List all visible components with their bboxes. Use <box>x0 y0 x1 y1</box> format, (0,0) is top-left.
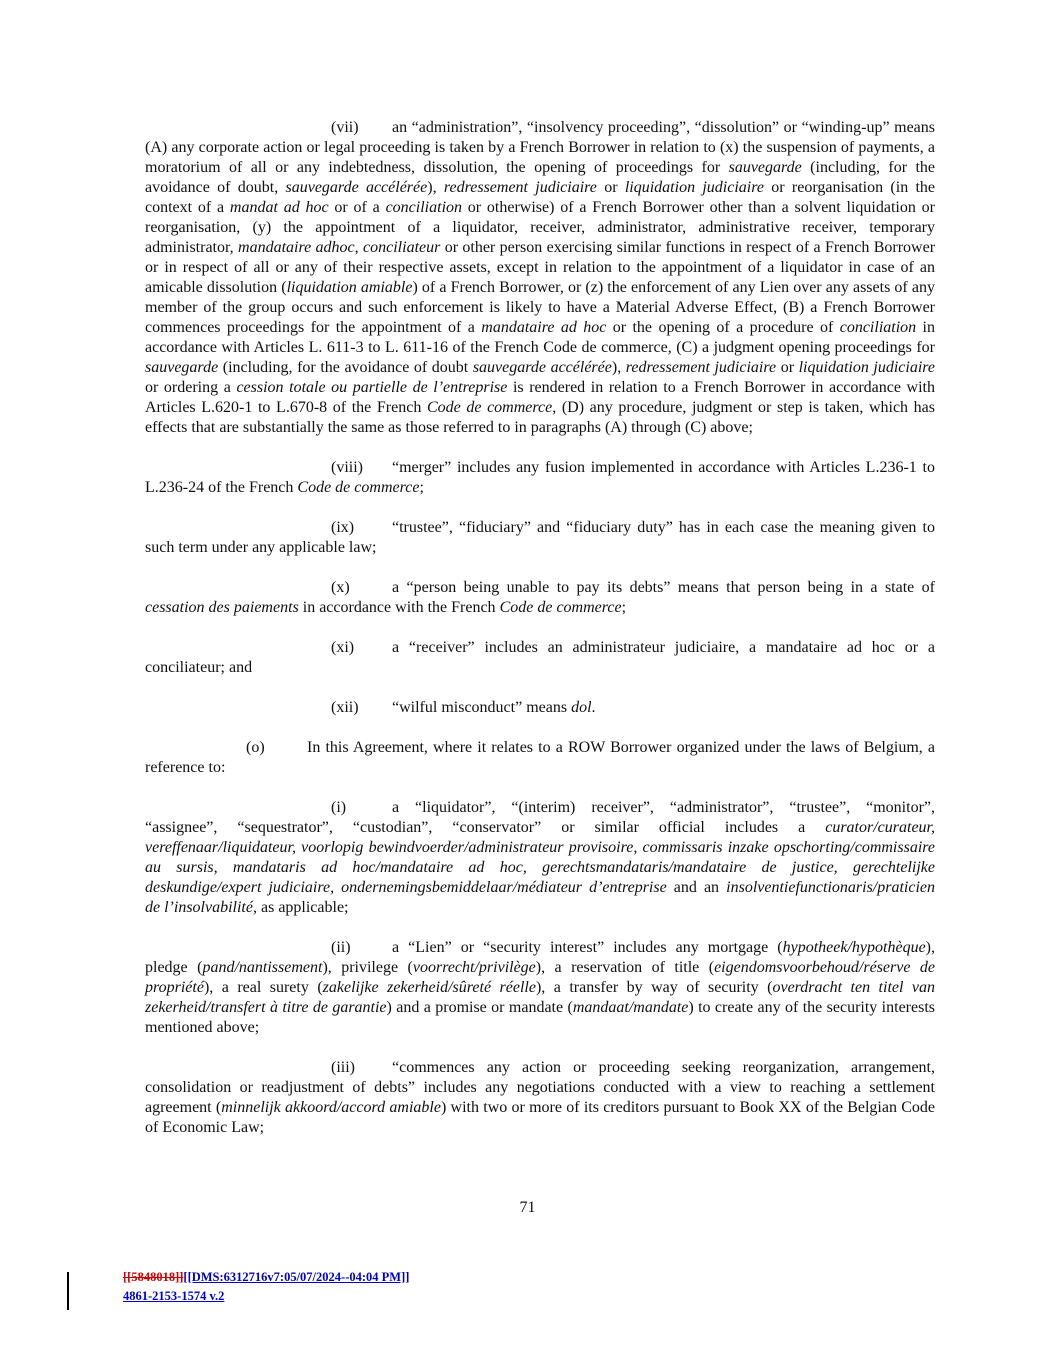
italic-text-segment: Code de commerce <box>426 399 553 416</box>
text-segment: , (D) any procedure, judgment or step is taken, which has effects that are substantially the same as those referred to in paragraphs (A) through (C) above; <box>145 399 935 436</box>
italic-text-segment: sauvegarde <box>728 159 802 176</box>
italic-text-segment: sauvegarde accélérée <box>285 179 428 196</box>
text-segment: ), a real surety ( <box>203 979 323 996</box>
text-segment: or ordering a <box>145 379 237 396</box>
italic-text-segment: liquidation judiciaire <box>798 359 936 376</box>
italic-text-segment: sauvegarde <box>145 359 219 376</box>
text-segment: ; <box>419 479 424 496</box>
text-segment: In this Agreement, where it relates to a ROW Borrower organized under the laws of Belgium, a reference to: <box>145 739 935 776</box>
text-segment: ) and a promise or mandate ( <box>386 999 573 1016</box>
italic-text-segment: overdracht ten titel van zekerheid/transfert à titre de garantie <box>145 979 936 1016</box>
list-number: (xi) <box>331 639 355 656</box>
text-segment: ), <box>611 359 626 376</box>
italic-text-segment: voorrecht/privilège <box>412 959 536 976</box>
text-segment: ), a transfer by way of security ( <box>535 979 773 996</box>
text-segment: or other person exercising similar functions in respect of a French Borrower or in respect of all or any of their respective assets, except in relation to the appointment of a liquidator in case of an amicable dissolution ( <box>145 239 936 296</box>
page-number: 71 <box>519 1199 536 1216</box>
list-number: (xii) <box>331 699 359 716</box>
italic-text-segment: conciliateur <box>363 239 441 256</box>
list-number: (vii) <box>331 119 359 136</box>
text-segment: ) with two or more of its creditors pursuant to Book XX of the Belgian Code of Economic Law; <box>145 1099 936 1136</box>
footer-doc-id-line <box>123 1287 409 1306</box>
italic-text-segment: pand/nantissement <box>202 959 323 976</box>
text-segment: ), <box>427 179 444 196</box>
text-segment: a “person being unable to pay its debts” means that person being in a state of <box>392 579 935 596</box>
text-segment: in accordance with the French <box>298 599 500 616</box>
text-segment: in accordance with Articles L. 611-3 to L. 611-16 of the French Code de commerce, (C) a judgment opening proceedings for <box>145 319 936 356</box>
list-number: (ii) <box>331 939 351 956</box>
italic-text-segment: mandataire ad hoc <box>481 319 607 336</box>
italic-text-segment: mandat ad hoc <box>229 199 329 216</box>
text-segment: “trustee”, “fiduciary” and “fiduciary duty” has in each case the meaning given to such term under any applicable law; <box>145 519 935 556</box>
footer-stamp-line <box>123 1268 409 1287</box>
text-segment: an “administration”, “insolvency proceeding”, “dissolution” or “winding-up” means (A) any corporate action or legal proceeding is taken by a French Borrower in relation to (x) the suspension of payments, a moratorium of all or any indebtedness, dissolution, the opening of proceedings for <box>145 119 935 176</box>
document-text-body <box>145 118 935 1138</box>
paragraph-o <box>145 738 935 778</box>
text-segment: or otherwise) of a French Borrower other than a solvent liquidation or reorganisation, (y) the appointment of a liquidator, receiver, administrator, administrative receiver, temporary administrator, <box>145 199 935 256</box>
list-number: (iii) <box>331 1059 355 1076</box>
document-id-stamp: 4861-2153-1574 v.2 <box>123 1289 225 1303</box>
italic-text-segment: redressement judiciaire <box>443 179 597 196</box>
text-segment: and an <box>666 879 727 896</box>
text-segment: (including, for the avoidance of doubt <box>218 359 473 376</box>
deleted-doc-stamp: [[5848018]] <box>123 1270 184 1284</box>
paragraph-i <box>145 798 935 918</box>
text-segment: ), a reservation of title ( <box>535 959 715 976</box>
text-segment: or of a <box>328 199 386 216</box>
italic-text-segment: dol <box>571 699 592 716</box>
text-segment: ), pledge ( <box>145 939 935 976</box>
paragraph-vii <box>145 118 935 438</box>
list-number: (o) <box>246 739 265 756</box>
italic-text-segment: mandataire adhoc <box>238 239 355 256</box>
text-segment: , as applicable; <box>252 899 349 916</box>
text-segment: or reorganisation (in the context of a <box>145 179 936 216</box>
text-segment: ), privilege ( <box>322 959 413 976</box>
paragraph-xi <box>145 638 935 678</box>
italic-text-segment: liquidation amiable <box>286 279 413 296</box>
text-segment: is rendered in relation to a French Borrower in accordance with Articles L.620-1 to L.670-8 of the French <box>145 379 936 416</box>
text-segment: . <box>591 699 596 716</box>
dms-stamp: [[DMS:6312716v7:05/07/2024--04:04 PM]] <box>183 1270 410 1284</box>
text-segment: “commences any action or proceeding seeking reorganization, arrangement, consolidation or readjustment of debts” includes any negotiations conducted with a view to reaching a settlement agreement ( <box>145 1059 935 1116</box>
list-number: (ix) <box>331 519 355 536</box>
text-segment: or the opening of a procedure of <box>606 319 840 336</box>
italic-text-segment: redressement judiciaire <box>625 359 777 376</box>
italic-text-segment: mandaat/mandate <box>572 999 689 1016</box>
list-number: (x) <box>331 579 350 596</box>
text-segment: “wilful misconduct” means <box>392 699 572 716</box>
list-number: (i) <box>331 799 347 816</box>
italic-text-segment: insolventiefunctionaris/praticien de l’insolvabilité <box>145 879 935 916</box>
text-segment: or <box>596 179 625 196</box>
text-segment: “merger” includes any fusion implemented in accordance with Articles L.236-1 to L.236-24 of the French <box>145 459 935 496</box>
list-number: (viii) <box>331 459 363 476</box>
text-segment: a “Lien” or “security interest” includes any mortgage ( <box>392 939 783 956</box>
document-footer <box>123 1268 409 1306</box>
italic-text-segment: conciliation <box>839 319 917 336</box>
paragraph-iii <box>145 1058 935 1138</box>
italic-text-segment: zakelijke zekerheid/sûreté réelle <box>322 979 536 996</box>
paragraph-xii <box>145 698 935 718</box>
italic-text-segment: cession totale ou partielle de l’entreprise <box>236 379 508 396</box>
paragraph-ii <box>145 938 935 1038</box>
italic-text-segment: Code de commerce <box>499 599 622 616</box>
text-segment: , <box>354 239 364 256</box>
italic-text-segment: minnelijk akkoord/accord amiable <box>221 1099 441 1116</box>
paragraph-viii <box>145 458 935 498</box>
italic-text-segment: liquidation judiciaire <box>624 179 764 196</box>
paragraph-ix <box>145 518 935 558</box>
text-segment: (including, for the avoidance of doubt, <box>145 159 935 196</box>
text-segment: a “liquidator”, “(interim) receiver”, “administrator”, “trustee”, “monitor”, “assignee”, “sequestrator”, “custodian”, “conservator” or similar official includes a <box>145 799 935 836</box>
italic-text-segment: cessation des paiements <box>145 599 299 616</box>
italic-text-segment: conciliation <box>385 199 463 216</box>
text-segment: ) to create any of the security interests mentioned above; <box>145 999 935 1036</box>
italic-text-segment: hypotheek/hypothèque <box>782 939 926 956</box>
text-segment: a “receiver” includes an administrateur judiciaire, a mandataire ad hoc or a conciliateur; and <box>145 639 935 676</box>
change-bar <box>67 1272 69 1310</box>
text-segment: ) of a French Borrower, or (z) the enforcement of any Lien over any assets of any member of the group occurs and such enforcement is likely to have a Material Adverse Effect, (B) a French Borrower commences proceedings for the appointment of a <box>145 279 935 336</box>
text-segment: or <box>776 359 799 376</box>
italic-text-segment: sauvegarde accélérée <box>472 359 612 376</box>
italic-text-segment: curator/curateur, vereffenaar/liquidateur, voorlopig bewindvoerder/administrateur provisoire, commissaris inzake opschorting/commissaire au sursis, mandataris ad hoc/mandataire ad hoc, gerechtsmandataris/mandataire de justice, gerechtelijke deskundige/expert judiciaire, ondernemingsbemiddelaar/médiateur d’entreprise <box>145 819 935 896</box>
italic-text-segment: eigendomsvoorbehoud/réserve de propriété <box>145 959 936 996</box>
italic-text-segment: Code de commerce <box>297 479 420 496</box>
paragraph-x <box>145 578 935 618</box>
text-segment: ; <box>621 599 627 616</box>
